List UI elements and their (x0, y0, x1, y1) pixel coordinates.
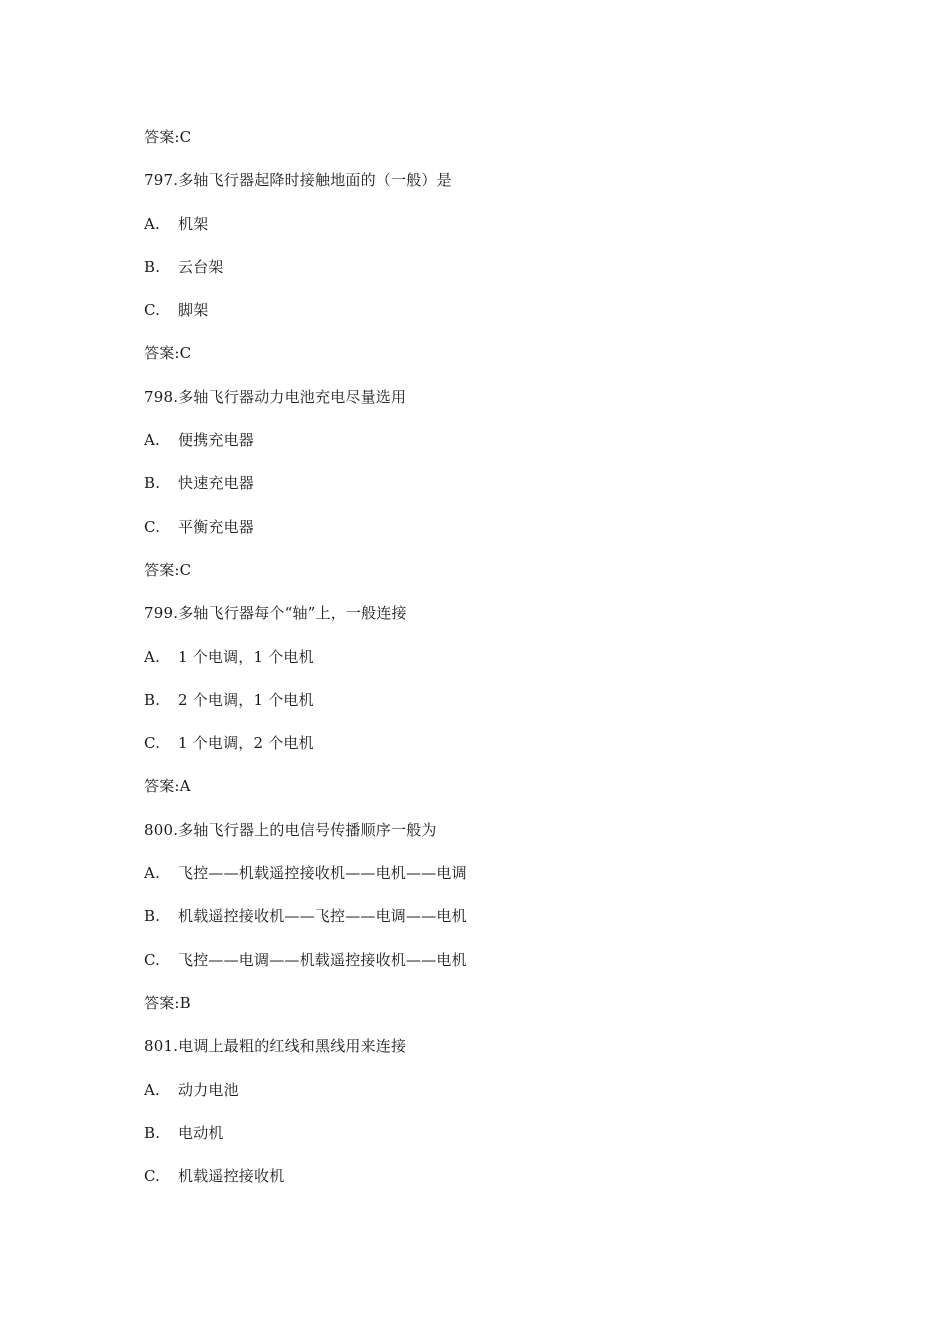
option-line (144, 254, 844, 297)
option-text: 机架 (178, 214, 209, 233)
answer-line: 答案:C (144, 128, 192, 146)
option-line (144, 514, 844, 557)
question-799: 799.多轴飞行器每个“轴”上，一般连接 (144, 604, 407, 623)
option-letter: C. (144, 950, 161, 969)
option-letter: B. (144, 907, 161, 926)
option-line (144, 427, 844, 470)
option-text: 飞控——电调——机载遥控接收机——电机 (178, 950, 467, 969)
option-letter: A. (144, 214, 161, 233)
question-797: 797.多轴飞行器起降时接触地面的（一般）是 (144, 171, 452, 190)
option-line (144, 470, 844, 513)
answer-line: 答案:B (144, 993, 191, 1012)
option-line (144, 1077, 844, 1120)
option-text: 平衡充电器 (178, 517, 255, 536)
option-line (144, 1163, 844, 1206)
option-letter: C. (144, 734, 161, 753)
option-letter: A. (144, 431, 161, 450)
answer-line: 答案:A (144, 777, 191, 796)
option-line (144, 211, 844, 254)
option-letter: B. (144, 1123, 161, 1142)
option-text: 快速充电器 (178, 474, 255, 493)
option-line (144, 903, 844, 946)
option-letter: A. (144, 647, 161, 666)
option-line (144, 947, 844, 990)
option-line (144, 1120, 844, 1163)
option-letter: C. (144, 301, 161, 320)
question-800: 800.多轴飞行器上的电信号传播顺序一般为 (144, 820, 437, 839)
option-line (144, 644, 844, 687)
option-letter: B. (144, 474, 161, 493)
option-text: 机载遥控接收机 (178, 1167, 285, 1186)
option-letter: B. (144, 257, 161, 276)
option-text: 机载遥控接收机——飞控——电调——电机 (178, 907, 467, 926)
option-letter: B. (144, 690, 161, 709)
option-text: 云台架 (178, 257, 224, 276)
option-letter: C. (144, 1167, 161, 1186)
option-letter: A. (144, 864, 161, 883)
option-text: 飞控——机载遥控接收机——电机——电调 (178, 864, 467, 883)
question-798: 798.多轴飞行器动力电池充电尽量选用 (144, 387, 407, 406)
option-text: 动力电池 (178, 1080, 239, 1099)
option-text: 2 个电调，1 个电机 (178, 690, 314, 709)
option-text: 脚架 (178, 301, 209, 320)
answer-line: 答案:C (144, 344, 192, 363)
option-line (144, 297, 844, 340)
option-line (144, 687, 844, 730)
option-line (144, 860, 844, 903)
option-text: 1 个电调，2 个电机 (178, 734, 314, 753)
option-text: 1 个电调，1 个电机 (178, 647, 314, 666)
option-text: 电动机 (178, 1123, 224, 1142)
document-page (144, 124, 844, 1206)
option-letter: C. (144, 517, 161, 536)
option-letter: A. (144, 1080, 161, 1099)
option-line (144, 730, 844, 773)
option-text: 便携充电器 (178, 431, 255, 450)
question-801: 801.电调上最粗的红线和黑线用来连接 (144, 1037, 407, 1056)
answer-line: 答案:C (144, 560, 192, 579)
